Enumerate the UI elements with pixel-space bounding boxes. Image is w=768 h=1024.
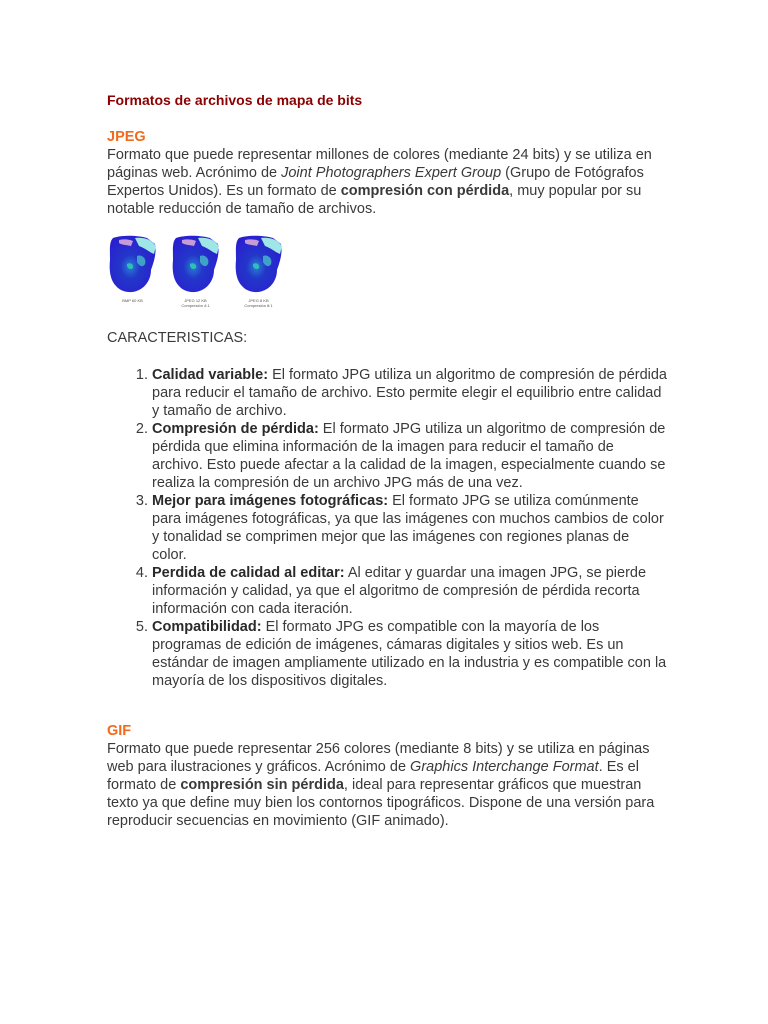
list-item [152, 366, 667, 420]
list-item-text: El formato JPG utiliza un algoritmo de compresión de pérdida para reducir el tamaño de archivo. Esto permite elegir el equilibrio entre calidad y tamaño de archivo. [152, 367, 667, 419]
list-item-text: El formato JPG se utiliza comúnmente para imágenes fotográficas, ya que las imágenes con muchos cambios de color y tonalidad se comprimen mejor que las imágenes con regiones planas de color. [152, 493, 664, 563]
figure-jpeg-4-1 [170, 234, 221, 310]
gif-section [107, 722, 667, 830]
gif-intro-text-3: , ideal para representar gráficos que muestran texto ya que define muy bien los contornos tipográficos. Dispone de una versión para reproducir secuencias en movimiento (GIF animado). [107, 777, 655, 829]
list-item [152, 420, 667, 492]
list-item-term: Mejor para imágenes fotográficas: [152, 493, 389, 509]
jpeg-acronym: Joint Photographers Expert Group [281, 165, 502, 181]
gif-compression-term: compresión sin pérdida [180, 777, 344, 793]
figure-jpeg-8-1 [233, 234, 284, 310]
list-item-term: Perdida de calidad al editar: [152, 565, 345, 581]
list-item-term: Compresión de pérdida: [152, 421, 319, 437]
jpeg-section [107, 128, 667, 218]
jpeg-heading: JPEG [107, 129, 146, 145]
figure-caption: JPEG 8 KB Compresión 8:1 [244, 298, 273, 308]
compression-comparison-figure [107, 234, 284, 310]
list-item [152, 618, 667, 690]
heatmap-image [170, 234, 221, 296]
gif-description [107, 740, 667, 830]
jpeg-description [107, 146, 667, 218]
heatmap-image [233, 234, 284, 296]
jpeg-intro-text-3: , muy popular por su notable reducción de tamaño de archivos. [107, 183, 642, 217]
list-item-text: El formato JPG es compatible con la mayoría de los programas de edición de imágenes, cámaras digitales y sitios web. Es un estándar de imagen ampliamente utilizado en la industria y es compatible con la mayoría de los dispositivos digitales. [152, 619, 667, 689]
document-title: Formatos de archivos de mapa de bits [107, 92, 363, 108]
gif-heading: GIF [107, 723, 132, 739]
characteristics-label: CARACTERISTICAS: [107, 330, 248, 346]
gif-intro-text: Formato que puede representar 256 colores (mediante 8 bits) y se utiliza en páginas web para ilustraciones y gráficos. Acrónimo de [107, 741, 650, 775]
list-item [152, 492, 667, 564]
gif-acronym: Graphics Interchange Format [410, 759, 599, 775]
jpeg-intro-text-2: (Grupo de Fotógrafos Expertos Unidos). Es un formato de [107, 165, 644, 199]
figure-caption: BMP 60 KB [122, 298, 143, 303]
jpeg-compression-term: compresión con pérdida [340, 183, 510, 199]
jpeg-intro-text: Formato que puede representar millones de colores (mediante 24 bits) y se utiliza en páginas web. Acrónimo de [107, 147, 652, 181]
characteristics-list [107, 366, 667, 690]
list-item-term: Compatibilidad: [152, 619, 262, 635]
figure-bmp [107, 234, 158, 310]
list-item [152, 564, 667, 618]
gif-intro-text-2: . Es el formato de [107, 759, 639, 793]
heatmap-image [107, 234, 158, 296]
list-item-text: Al editar y guardar una imagen JPG, se pierde información y calidad, ya que el algoritmo de compresión de pérdida recorta información con cada iteración. [152, 565, 647, 617]
figure-caption: JPEG 12 KB Compresión 4:1 [181, 298, 210, 308]
list-item-text: El formato JPG utiliza un algoritmo de compresión de pérdida que elimina información de la imagen para reducir el tamaño de archivo. Esto puede afectar a la calidad de la imagen, especialmente cuando se realiza la compresión de un archivo JPG más de una vez. [152, 421, 666, 491]
list-item-term: Calidad variable: [152, 367, 269, 383]
